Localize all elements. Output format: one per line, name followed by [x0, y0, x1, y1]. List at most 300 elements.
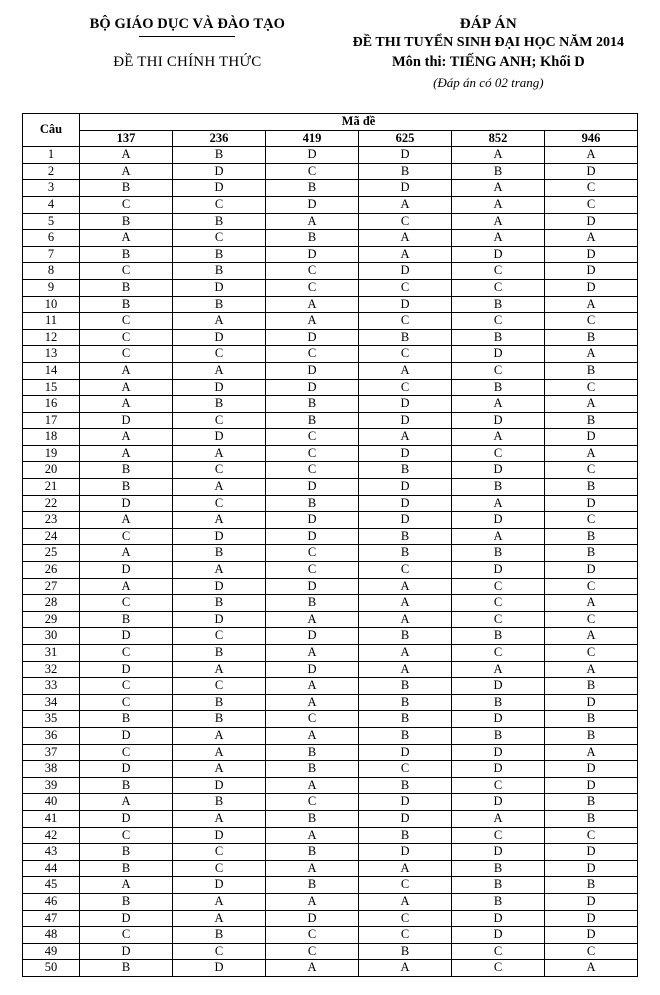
- table-head: [23, 114, 638, 147]
- column-header-code-1: 137: [80, 130, 173, 147]
- answer-cell: B: [359, 943, 452, 960]
- answer-cell: D: [545, 263, 638, 280]
- answer-cell: A: [173, 562, 266, 579]
- question-number: 15: [23, 379, 80, 396]
- answer-cell: A: [266, 893, 359, 910]
- answer-cell: C: [545, 611, 638, 628]
- answer-cell: B: [545, 362, 638, 379]
- answer-cell: B: [173, 595, 266, 612]
- answer-cell: D: [80, 495, 173, 512]
- answer-cell: D: [266, 147, 359, 164]
- answer-cell: A: [359, 578, 452, 595]
- answer-cell: D: [80, 562, 173, 579]
- question-number: 46: [23, 893, 80, 910]
- question-number: 2: [23, 163, 80, 180]
- answer-cell: D: [173, 960, 266, 977]
- answer-cell: D: [173, 827, 266, 844]
- answer-cell: C: [359, 877, 452, 894]
- answer-cell: C: [80, 827, 173, 844]
- answer-cell: A: [359, 611, 452, 628]
- answer-cell: D: [266, 661, 359, 678]
- question-number: 20: [23, 462, 80, 479]
- answer-cell: B: [545, 810, 638, 827]
- answer-cell: B: [266, 396, 359, 413]
- answer-cell: C: [359, 927, 452, 944]
- answer-cell: B: [80, 180, 173, 197]
- answer-cell: A: [266, 611, 359, 628]
- answer-cell: D: [452, 246, 545, 263]
- answer-cell: A: [545, 628, 638, 645]
- answer-cell: A: [173, 445, 266, 462]
- answer-cell: C: [80, 595, 173, 612]
- answer-cell: B: [80, 462, 173, 479]
- answer-cell: C: [266, 263, 359, 280]
- answer-cell: B: [80, 479, 173, 496]
- answer-cell: A: [545, 147, 638, 164]
- table-row: [23, 844, 638, 861]
- document-header: [22, 16, 638, 91]
- answer-cell: B: [452, 860, 545, 877]
- answer-cell: D: [266, 362, 359, 379]
- answer-cell: B: [266, 495, 359, 512]
- answer-cell: C: [80, 694, 173, 711]
- answer-cell: B: [545, 479, 638, 496]
- answer-cell: D: [545, 844, 638, 861]
- answer-cell: C: [80, 927, 173, 944]
- answer-cell: D: [173, 611, 266, 628]
- answer-cell: A: [359, 860, 452, 877]
- question-number: 19: [23, 445, 80, 462]
- official-exam-label: ĐỀ THI CHÍNH THỨC: [113, 54, 262, 70]
- answer-cell: D: [359, 495, 452, 512]
- answer-cell: B: [80, 246, 173, 263]
- table-row: [23, 263, 638, 280]
- answer-cell: D: [173, 429, 266, 446]
- question-number: 10: [23, 296, 80, 313]
- table-row: [23, 462, 638, 479]
- answer-cell: C: [173, 678, 266, 695]
- answer-cell: C: [80, 313, 173, 330]
- table-row: [23, 960, 638, 977]
- answer-cell: B: [266, 595, 359, 612]
- answer-cell: B: [80, 960, 173, 977]
- answer-cell: A: [80, 147, 173, 164]
- answer-cell: B: [359, 545, 452, 562]
- answer-cell: A: [545, 595, 638, 612]
- answer-cell: B: [359, 329, 452, 346]
- answer-cell: A: [173, 744, 266, 761]
- answer-cell: A: [173, 479, 266, 496]
- answer-cell: B: [266, 744, 359, 761]
- table-row: [23, 761, 638, 778]
- table-row: [23, 147, 638, 164]
- table-row: [23, 910, 638, 927]
- answer-cell: A: [173, 362, 266, 379]
- answer-cell: B: [266, 230, 359, 247]
- answer-cell: B: [452, 694, 545, 711]
- answer-cell: C: [452, 943, 545, 960]
- answer-cell: B: [80, 296, 173, 313]
- answer-cell: D: [80, 810, 173, 827]
- answer-cell: A: [545, 230, 638, 247]
- answer-cell: B: [266, 810, 359, 827]
- answer-cell: B: [80, 611, 173, 628]
- column-header-code-5: 852: [452, 130, 545, 147]
- question-number: 43: [23, 844, 80, 861]
- column-header-code-3: 419: [266, 130, 359, 147]
- answer-cell: B: [80, 860, 173, 877]
- answer-cell: A: [80, 794, 173, 811]
- answer-cell: B: [80, 777, 173, 794]
- table-row: [23, 628, 638, 645]
- question-number: 13: [23, 346, 80, 363]
- answer-cell: A: [173, 661, 266, 678]
- column-header-code-group: Mã đề: [80, 114, 638, 131]
- answer-cell: C: [266, 279, 359, 296]
- answer-cell: D: [359, 794, 452, 811]
- table-row: [23, 943, 638, 960]
- answer-cell: B: [452, 329, 545, 346]
- answer-cell: B: [359, 163, 452, 180]
- table-row: [23, 794, 638, 811]
- table-row: [23, 213, 638, 230]
- answer-cell: D: [266, 910, 359, 927]
- answer-cell: C: [359, 379, 452, 396]
- table-row: [23, 727, 638, 744]
- table-row: [23, 694, 638, 711]
- answer-cell: D: [266, 379, 359, 396]
- answer-cell: B: [359, 678, 452, 695]
- answer-cell: C: [359, 910, 452, 927]
- answer-cell: B: [80, 844, 173, 861]
- question-number: 45: [23, 877, 80, 894]
- header-row-group: [23, 114, 638, 131]
- answer-cell: D: [545, 163, 638, 180]
- question-number: 28: [23, 595, 80, 612]
- answer-cell: D: [452, 462, 545, 479]
- answer-cell: C: [452, 445, 545, 462]
- answer-cell: B: [452, 296, 545, 313]
- answer-cell: D: [452, 844, 545, 861]
- answer-cell: B: [266, 412, 359, 429]
- question-number: 50: [23, 960, 80, 977]
- answer-cell: C: [80, 346, 173, 363]
- answer-cell: A: [452, 528, 545, 545]
- question-number: 27: [23, 578, 80, 595]
- answer-key-table: [22, 113, 638, 977]
- answer-cell: D: [173, 578, 266, 595]
- question-number: 32: [23, 661, 80, 678]
- table-row: [23, 246, 638, 263]
- answer-cell: C: [173, 860, 266, 877]
- answer-cell: C: [545, 645, 638, 662]
- table-row: [23, 645, 638, 662]
- table-row: [23, 562, 638, 579]
- answer-cell: B: [359, 711, 452, 728]
- header-right-block: [343, 16, 638, 91]
- answer-cell: C: [266, 927, 359, 944]
- question-number: 1: [23, 147, 80, 164]
- answer-cell: C: [452, 611, 545, 628]
- table-row: [23, 279, 638, 296]
- question-number: 48: [23, 927, 80, 944]
- table-row: [23, 495, 638, 512]
- answer-cell: C: [266, 429, 359, 446]
- answer-cell: A: [80, 362, 173, 379]
- answer-cell: C: [545, 180, 638, 197]
- answer-cell: B: [173, 927, 266, 944]
- answer-cell: C: [452, 595, 545, 612]
- question-number: 8: [23, 263, 80, 280]
- question-number: 14: [23, 362, 80, 379]
- table-row: [23, 196, 638, 213]
- table-row: [23, 313, 638, 330]
- table-row: [23, 927, 638, 944]
- answer-cell: C: [80, 329, 173, 346]
- answer-cell: A: [173, 893, 266, 910]
- table-row: [23, 877, 638, 894]
- question-number: 18: [23, 429, 80, 446]
- answer-cell: C: [452, 960, 545, 977]
- answer-cell: A: [173, 910, 266, 927]
- answer-cell: A: [452, 213, 545, 230]
- answer-cell: B: [359, 777, 452, 794]
- answer-cell: D: [452, 761, 545, 778]
- answer-cell: B: [359, 694, 452, 711]
- table-row: [23, 479, 638, 496]
- table-row: [23, 578, 638, 595]
- answer-cell: C: [266, 545, 359, 562]
- answer-cell: D: [452, 910, 545, 927]
- answer-cell: D: [452, 412, 545, 429]
- question-number: 35: [23, 711, 80, 728]
- answer-cell: C: [80, 645, 173, 662]
- answer-cell: A: [80, 445, 173, 462]
- table-row: [23, 362, 638, 379]
- answer-cell: B: [545, 678, 638, 695]
- answer-cell: D: [266, 246, 359, 263]
- answer-cell: C: [545, 196, 638, 213]
- answer-cell: A: [545, 346, 638, 363]
- answer-cell: D: [266, 528, 359, 545]
- question-number: 23: [23, 512, 80, 529]
- table-row: [23, 512, 638, 529]
- answer-cell: D: [452, 794, 545, 811]
- answer-cell: C: [266, 462, 359, 479]
- question-number: 6: [23, 230, 80, 247]
- answer-cell: A: [266, 860, 359, 877]
- answer-cell: B: [359, 462, 452, 479]
- answer-cell: A: [80, 163, 173, 180]
- question-number: 9: [23, 279, 80, 296]
- answer-cell: C: [452, 827, 545, 844]
- answer-cell: D: [359, 810, 452, 827]
- answer-cell: B: [545, 545, 638, 562]
- answer-cell: C: [545, 943, 638, 960]
- answer-cell: C: [359, 346, 452, 363]
- answer-cell: D: [359, 445, 452, 462]
- header-left-block: [22, 16, 343, 71]
- answer-cell: B: [266, 844, 359, 861]
- answer-cell: D: [545, 429, 638, 446]
- answer-cell: D: [452, 711, 545, 728]
- answer-cell: C: [452, 645, 545, 662]
- answer-cell: A: [80, 230, 173, 247]
- answer-cell: B: [80, 893, 173, 910]
- answer-cell: B: [452, 877, 545, 894]
- question-number: 12: [23, 329, 80, 346]
- answer-cell: D: [359, 479, 452, 496]
- table-row: [23, 163, 638, 180]
- question-number: 17: [23, 412, 80, 429]
- answer-cell: C: [545, 512, 638, 529]
- table-row: [23, 661, 638, 678]
- table-row: [23, 445, 638, 462]
- answer-cell: B: [80, 711, 173, 728]
- answer-cell: D: [80, 628, 173, 645]
- answer-cell: C: [452, 578, 545, 595]
- answer-cell: C: [266, 163, 359, 180]
- answer-cell: A: [173, 761, 266, 778]
- answer-cell: B: [452, 893, 545, 910]
- answer-cell: B: [359, 827, 452, 844]
- question-number: 40: [23, 794, 80, 811]
- answer-cell: A: [266, 296, 359, 313]
- table-row: [23, 744, 638, 761]
- answer-cell: C: [359, 562, 452, 579]
- answer-cell: B: [452, 545, 545, 562]
- answer-cell: B: [173, 246, 266, 263]
- answer-cell: D: [80, 661, 173, 678]
- answer-cell: A: [452, 429, 545, 446]
- answer-cell: A: [359, 661, 452, 678]
- answer-cell: A: [266, 694, 359, 711]
- answer-cell: A: [173, 810, 266, 827]
- answer-cell: C: [80, 196, 173, 213]
- answer-cell: A: [359, 645, 452, 662]
- answer-cell: D: [266, 479, 359, 496]
- answer-cell: A: [173, 727, 266, 744]
- page-count-note: (Đáp án có 02 trang): [433, 75, 544, 90]
- answer-cell: A: [359, 960, 452, 977]
- answer-cell: D: [173, 877, 266, 894]
- table-row: [23, 711, 638, 728]
- table-row: [23, 611, 638, 628]
- table-row: [23, 893, 638, 910]
- question-number: 37: [23, 744, 80, 761]
- answer-cell: B: [545, 794, 638, 811]
- question-number: 21: [23, 479, 80, 496]
- exam-name: ĐỀ THI TUYỂN SINH ĐẠI HỌC NĂM 2014: [352, 35, 625, 50]
- answer-cell: B: [173, 147, 266, 164]
- answer-cell: C: [173, 844, 266, 861]
- answer-cell: D: [359, 296, 452, 313]
- answer-cell: B: [452, 379, 545, 396]
- answer-cell: C: [359, 761, 452, 778]
- answer-cell: D: [545, 562, 638, 579]
- answer-cell: A: [545, 661, 638, 678]
- column-header-code-4: 625: [359, 130, 452, 147]
- answer-cell: A: [266, 313, 359, 330]
- header-divider: [139, 36, 235, 37]
- answer-cell: D: [545, 910, 638, 927]
- question-number: 11: [23, 313, 80, 330]
- question-number: 29: [23, 611, 80, 628]
- answer-cell: A: [80, 545, 173, 562]
- table-row: [23, 230, 638, 247]
- answer-cell: D: [452, 562, 545, 579]
- answer-cell: D: [545, 495, 638, 512]
- question-number: 7: [23, 246, 80, 263]
- question-number: 42: [23, 827, 80, 844]
- answer-cell: B: [359, 727, 452, 744]
- answer-cell: A: [80, 578, 173, 595]
- answer-cell: A: [173, 313, 266, 330]
- answer-cell: D: [545, 860, 638, 877]
- answer-cell: D: [545, 777, 638, 794]
- subject-name: Môn thi: TIẾNG ANH; Khối D: [392, 54, 585, 70]
- answer-cell: B: [452, 163, 545, 180]
- answer-cell: D: [266, 628, 359, 645]
- answer-cell: D: [452, 512, 545, 529]
- answer-cell: B: [173, 694, 266, 711]
- answer-cell: C: [266, 943, 359, 960]
- table-row: [23, 396, 638, 413]
- answer-cell: A: [545, 960, 638, 977]
- answer-cell: C: [173, 196, 266, 213]
- answer-cell: D: [266, 196, 359, 213]
- answer-cell: D: [359, 844, 452, 861]
- answer-cell: B: [545, 412, 638, 429]
- answer-cell: B: [545, 711, 638, 728]
- answer-cell: C: [266, 794, 359, 811]
- answer-cell: C: [80, 744, 173, 761]
- answer-cell: D: [452, 927, 545, 944]
- table-row: [23, 379, 638, 396]
- answer-cell: A: [545, 296, 638, 313]
- answer-cell: C: [173, 628, 266, 645]
- question-number: 31: [23, 645, 80, 662]
- question-number: 36: [23, 727, 80, 744]
- answer-cell: C: [266, 445, 359, 462]
- answer-cell: A: [359, 196, 452, 213]
- answer-cell: A: [173, 512, 266, 529]
- answer-cell: B: [173, 263, 266, 280]
- answer-cell: B: [545, 329, 638, 346]
- answer-cell: A: [80, 877, 173, 894]
- answer-cell: C: [173, 462, 266, 479]
- answer-cell: B: [545, 877, 638, 894]
- answer-cell: A: [452, 196, 545, 213]
- ministry-name: BỘ GIÁO DỤC VÀ ĐÀO TẠO: [89, 16, 286, 32]
- answer-cell: A: [359, 246, 452, 263]
- table-row: [23, 528, 638, 545]
- answer-cell: A: [359, 595, 452, 612]
- answer-cell: D: [545, 927, 638, 944]
- answer-cell: C: [545, 313, 638, 330]
- answer-cell: D: [545, 246, 638, 263]
- answer-cell: A: [266, 960, 359, 977]
- answer-cell: D: [452, 744, 545, 761]
- answer-cell: B: [80, 279, 173, 296]
- answer-cell: D: [266, 512, 359, 529]
- answer-cell: C: [545, 578, 638, 595]
- header-row-codes: [23, 130, 638, 147]
- answer-cell: C: [545, 379, 638, 396]
- answer-cell: D: [173, 163, 266, 180]
- table-row: [23, 860, 638, 877]
- answer-cell: D: [173, 279, 266, 296]
